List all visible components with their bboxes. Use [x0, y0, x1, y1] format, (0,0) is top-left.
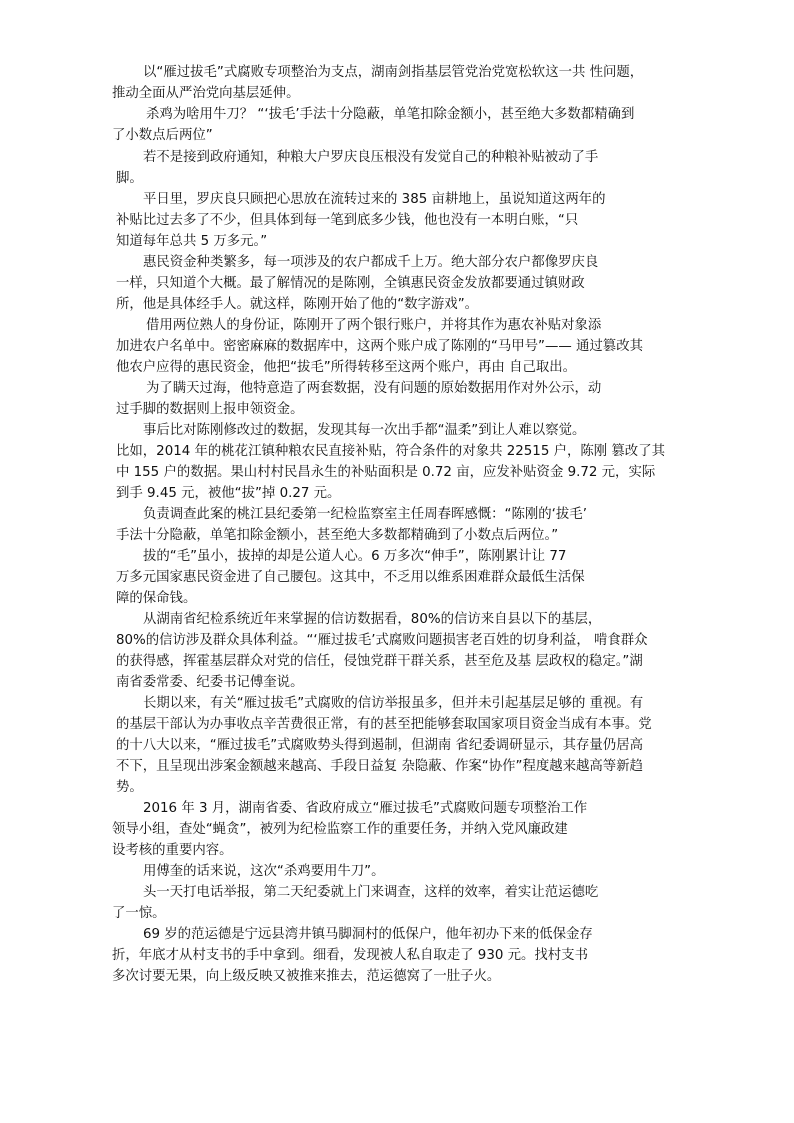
text-line: 事后比对陈刚修改过的数据，发现其每一次出手都“温柔”到让人难以察觉。 — [143, 423, 586, 438]
text-line: 南省委常委、纪委书记傅奎说。 — [116, 675, 304, 690]
text-line: 他农户应得的惠民资金，他把“拔毛”所得转移至这两个账户，再由 自己取出。 — [116, 360, 577, 375]
text-line: 万多元国家惠民资金进了自己腰包。这其中，不乏用以维系困难群众最低生活保 — [116, 570, 585, 585]
text-line: 80%的信访涉及群众具体利益。“‘雁过拔毛’式腐败问题损害老百姓的切身利益， 啃食群众 — [116, 633, 648, 648]
text-line: 多次讨要无果，向上级反映又被推来推去，范运德窝了一肚子火。 — [112, 969, 501, 984]
text-line: 的基层干部认为办事收点辛苦费很正常，有的甚至把能够套取国家项目资金当成有本事。党 — [116, 717, 652, 732]
text-line: 不下，且呈现出涉案金额越来越高、手段日益复 杂隐蔽、作案“协作”程度越来越高等新趋 — [116, 759, 643, 774]
text-line: 拔的“毛”虽小，拔掉的却是公道人心。6 万多次“伸手”，陈刚累计让 77 — [143, 549, 567, 564]
text-line: 惠民资金种类繁多，每一项涉及的农户都成千上万。绝大部分农户都像罗庆良 — [143, 255, 599, 270]
text-line: 69 岁的范运德是宁远县湾井镇马脚洞村的低保户，他年初办下来的低保金存 — [143, 927, 593, 942]
text-line: 势。 — [116, 780, 143, 795]
text-line: 所，他是具体经手人。就这样，陈刚开始了他的“数字游戏”。 — [116, 297, 479, 312]
text-line: 一样，只知道个大概。最了解情况的是陈刚，全镇惠民资金发放都要通过镇财政 — [116, 276, 585, 291]
text-line: 的获得感，挥霍基层群众对党的信任，侵蚀党群干群关系，甚至危及基 层政权的稳定。”湖 — [116, 654, 643, 669]
text-line: 以“雁过拔毛”式腐败专项整治为支点，湖南剑指基层管党治党宽松软这一共 性问题， — [143, 65, 644, 80]
text-line: 折，年底才从村支书的手中拿到。细看，发现被人私自取走了 930 元。找村支书 — [112, 948, 588, 963]
text-line: 脚。 — [116, 171, 143, 186]
text-line: 头一天打电话举报，第二天纪委就上门来调查，这样的效率，着实让范运德吃 — [143, 885, 599, 900]
text-line: 过手脚的数据则上报申领资金。 — [116, 402, 304, 417]
text-line: 借用两位熟人的身份证，陈刚开了两个银行账户，并将其作为惠农补贴对象添 — [146, 318, 602, 333]
text-line: 长期以来，有关“雁过拔毛”式腐败的信访举报虽多，但并未引起基层足够的 重视。有 — [143, 696, 644, 711]
text-line: 的十八大以来，“雁过拔毛”式腐败势头得到遏制，但湖南 省纪委调研显示，其存量仍居高 — [116, 738, 643, 753]
text-line: 从湖南省纪检系统近年来掌握的信访数据看，80%的信访来自县以下的基层， — [143, 612, 602, 627]
text-line: 2016 年 3 月，湖南省委、省政府成立“雁过拔毛”式腐败问题专项整治工作 — [143, 801, 588, 816]
text-line: 补贴比过去多了不少，但具体到每一笔到底多少钱，他也没有一本明白账，“只 — [116, 213, 579, 228]
text-line: 推动全面从严治党向基层延伸。 — [112, 86, 300, 101]
text-line: 若不是接到政府通知，种粮大户罗庆良压根没有发觉自己的种粮补贴被动了手 — [143, 150, 599, 165]
text-line: 杀鸡为啥用牛刀？ “‘拔毛’手法十分隐蔽，单笔扣除金额小，甚至绝大多数都精确到 — [146, 107, 635, 122]
text-line: 中 155 户的数据。果山村村民昌永生的补贴面积是 0.72 亩，应发补贴资金 9.72 元，实际 — [116, 465, 656, 480]
text-line: 用傅奎的话来说，这次“杀鸡要用牛刀”。 — [143, 864, 385, 879]
text-line: 领导小组，查处“蝇贪”，被列为纪检监察工作的重要任务，并纳入党风廉政建 — [112, 822, 568, 837]
text-line: 负责调查此案的桃江县纪委第一纪检监察室主任周春晖感慨：“陈刚的‘拔毛’ — [143, 507, 587, 522]
text-line: 加进农户名单中。密密麻麻的数据库中，这两个账户成了陈刚的“马甲号”—— 通过篡改其 — [116, 339, 643, 354]
text-line: 比如，2014 年的桃花江镇种粮农民直接补贴，符合条件的对象共 22515 户，陈刚 篡改了其 — [116, 444, 665, 459]
text-line: 障的保命钱。 — [116, 591, 197, 606]
text-line: 设考核的重要内容。 — [112, 843, 233, 858]
text-line: 手法十分隐蔽，单笔扣除金额小，甚至绝大多数都精确到了小数点后两位。” — [116, 528, 559, 543]
text-line: 平日里，罗庆良只顾把心思放在流转过来的 385 亩耕地上，虽说知道这两年的 — [143, 192, 606, 207]
text-line: 为了瞒天过海，他特意造了两套数据，没有问题的原始数据用作对外公示，动 — [146, 381, 602, 396]
text-line: 了小数点后两位” — [112, 128, 213, 143]
text-line: 知道每年总共 5 万多元。” — [116, 234, 268, 249]
text-line: 了一惊。 — [112, 906, 166, 921]
text-line: 到手 9.45 元，被他“拔”掉 0.27 元。 — [116, 486, 341, 501]
